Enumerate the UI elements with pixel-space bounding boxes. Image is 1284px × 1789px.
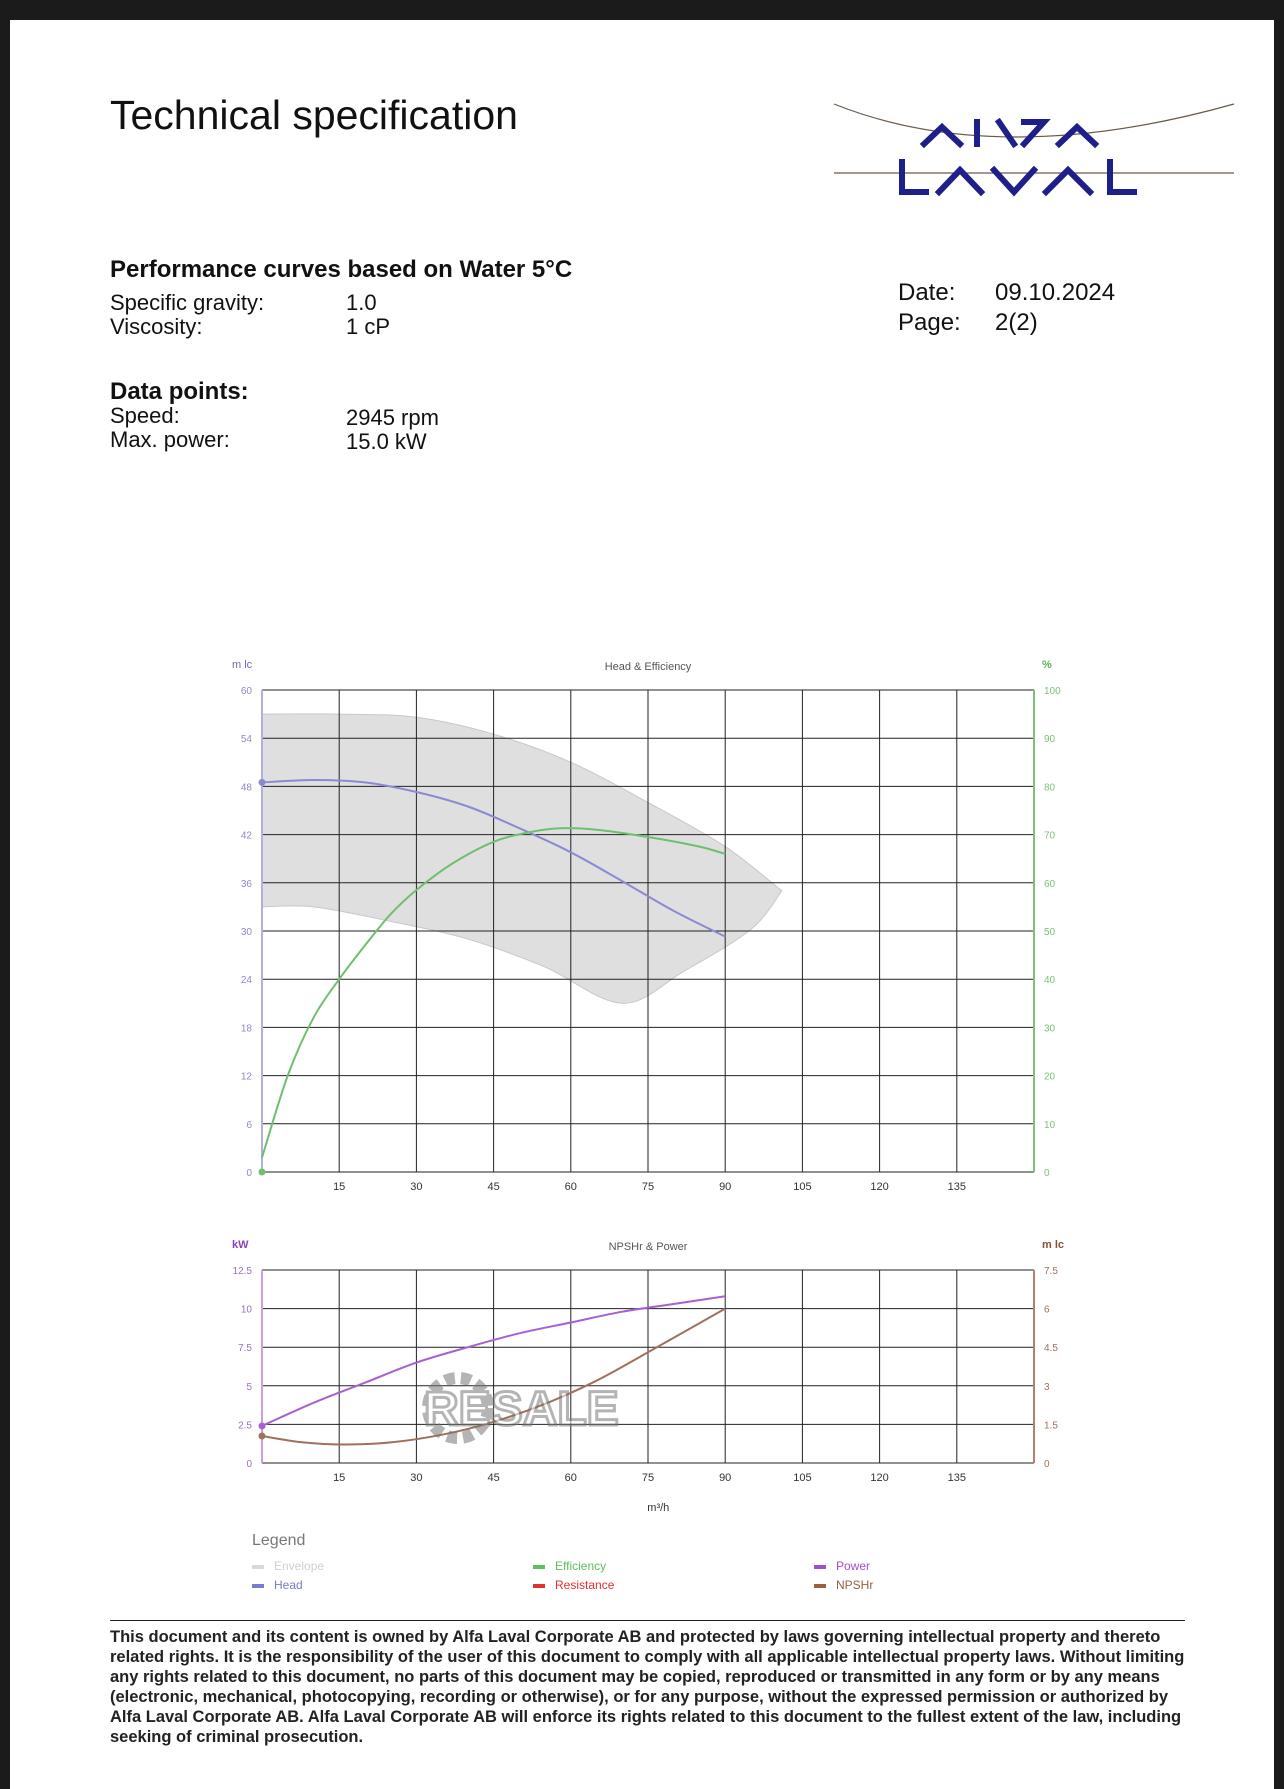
viscosity-value: 1 cP bbox=[346, 314, 391, 339]
y-right-tick-label: 80 bbox=[1044, 782, 1056, 794]
y-right-tick-label: 20 bbox=[1044, 1071, 1056, 1083]
date-label: Date: bbox=[898, 279, 956, 306]
page-label: Page: bbox=[898, 309, 961, 336]
legend-item-head bbox=[252, 1578, 303, 1592]
y-right-tick-label: 0 bbox=[1044, 1168, 1050, 1179]
viscosity-label: Viscosity: bbox=[110, 314, 203, 339]
x-tick-label: 135 bbox=[947, 1181, 966, 1193]
y-left-tick-label: 6 bbox=[246, 1119, 252, 1131]
legend-item-power bbox=[814, 1559, 870, 1573]
legend-swatch-resistance bbox=[533, 1584, 545, 1588]
y-left-tick-label: 2.5 bbox=[238, 1420, 252, 1432]
power-start-point bbox=[259, 1422, 266, 1429]
legend-swatch-head bbox=[252, 1584, 264, 1588]
legend-item-envelope bbox=[252, 1559, 324, 1573]
y-left-tick-label: 18 bbox=[240, 1023, 252, 1035]
y-right-tick-label: 100 bbox=[1044, 686, 1061, 697]
y-right-tick-label: 4.5 bbox=[1044, 1343, 1058, 1355]
x-tick-label: 105 bbox=[793, 1472, 812, 1484]
y-right-tick-label: 90 bbox=[1044, 734, 1056, 746]
date-value: 09.10.2024 bbox=[995, 279, 1116, 306]
data-points-heading: Data points: bbox=[110, 378, 249, 405]
x-tick-label: 90 bbox=[719, 1181, 732, 1193]
legend-label-npshr: NPSHr bbox=[836, 1578, 874, 1592]
y-right-unit: m lc bbox=[1042, 1239, 1065, 1251]
head-efficiency-chart bbox=[10, 640, 1274, 1193]
speed-label: Speed: bbox=[110, 403, 180, 428]
head-start-point bbox=[259, 779, 266, 786]
envelope-area bbox=[262, 714, 782, 1003]
legend-item-resistance bbox=[533, 1578, 614, 1592]
alfa-laval-logo bbox=[834, 92, 1234, 242]
legend-label-power: Power bbox=[836, 1559, 871, 1573]
y-left-tick-label: 5 bbox=[246, 1381, 252, 1393]
max-power-label: Max. power: bbox=[110, 427, 230, 452]
legal-disclaimer: This document and its content is owned by Alfa Laval Corporate AB and protected by laws governing intellectual property and thereto related rights. It is the responsibility of the user of this document to comply with all applicable intellectual property laws. Without limiting any rights related to this document, no parts of this document may be copied, reproduced or transmitted in any form or by any means (electronic, mechanical, photocopying, recording or otherwise), or for any purpose, without the expressed permission or authorized by Alfa Laval Corporate AB. Alfa Laval Corporate AB will enforce its rights related to this document to the fullest extent of the law, including seeking of criminal prosecution. bbox=[110, 1620, 1185, 1747]
specific-gravity-label: Specific gravity: bbox=[110, 290, 265, 315]
x-tick-label: 135 bbox=[947, 1472, 966, 1484]
y-right-tick-label: 50 bbox=[1044, 927, 1056, 938]
x-tick-label: 15 bbox=[333, 1472, 346, 1484]
y-left-tick-label: 24 bbox=[240, 975, 252, 987]
page-title: Technical specification bbox=[110, 92, 518, 138]
x-tick-label: 75 bbox=[641, 1472, 655, 1484]
x-tick-label: 45 bbox=[487, 1181, 500, 1193]
max-power-value: 15.0 kW bbox=[346, 429, 427, 454]
legend-title: Legend bbox=[252, 1532, 306, 1549]
npshr-power-chart bbox=[10, 1220, 1274, 1620]
y-right-tick-label: 10 bbox=[1044, 1119, 1056, 1131]
y-right-tick-label: 60 bbox=[1044, 878, 1056, 890]
x-axis-label: m³/h bbox=[647, 1502, 670, 1514]
npshr-start-point bbox=[259, 1432, 266, 1439]
speed-value: 2945 rpm bbox=[346, 405, 439, 430]
y-right-unit: % bbox=[1042, 659, 1052, 671]
x-tick-label: 60 bbox=[564, 1181, 577, 1193]
chart-title: NPSHr & Power bbox=[608, 1241, 688, 1253]
y-left-tick-label: 0 bbox=[246, 1459, 252, 1470]
legend-swatch-envelope bbox=[252, 1565, 264, 1569]
y-left-unit: m lc bbox=[232, 659, 253, 671]
specific-gravity-value: 1.0 bbox=[346, 290, 377, 315]
legend-label-envelope: Envelope bbox=[274, 1559, 325, 1573]
y-right-tick-label: 40 bbox=[1044, 975, 1056, 987]
x-tick-label: 105 bbox=[793, 1181, 812, 1193]
legend-label-resistance: Resistance bbox=[555, 1578, 615, 1592]
y-left-tick-label: 48 bbox=[240, 782, 252, 794]
legend-item-npshr bbox=[814, 1578, 873, 1592]
y-left-tick-label: 7.5 bbox=[238, 1343, 252, 1355]
x-tick-label: 120 bbox=[870, 1472, 889, 1484]
legend-swatch-efficiency bbox=[533, 1565, 545, 1569]
y-left-tick-label: 54 bbox=[240, 734, 252, 746]
x-tick-label: 120 bbox=[870, 1181, 889, 1193]
y-left-tick-label: 12 bbox=[240, 1071, 252, 1083]
y-right-tick-label: 30 bbox=[1044, 1023, 1056, 1035]
x-tick-label: 60 bbox=[564, 1472, 577, 1484]
legend-swatch-power bbox=[814, 1565, 826, 1569]
x-tick-label: 75 bbox=[641, 1181, 655, 1193]
legend-label-efficiency: Efficiency bbox=[555, 1559, 607, 1573]
y-right-tick-label: 70 bbox=[1044, 830, 1056, 842]
performance-heading: Performance curves based on Water 5°C bbox=[110, 256, 573, 283]
y-left-tick-label: 60 bbox=[240, 686, 252, 697]
y-right-tick-label: 1.5 bbox=[1044, 1420, 1058, 1432]
y-left-tick-label: 30 bbox=[240, 927, 252, 938]
y-right-tick-label: 7.5 bbox=[1044, 1266, 1058, 1277]
y-right-tick-label: 6 bbox=[1044, 1304, 1050, 1316]
chart-title: Head & Efficiency bbox=[604, 661, 692, 673]
legend-label-head: Head bbox=[274, 1578, 303, 1592]
page-value: 2(2) bbox=[995, 309, 1038, 336]
watermark-text: RESALE bbox=[424, 1383, 619, 1436]
x-tick-label: 45 bbox=[487, 1472, 500, 1484]
y-right-tick-label: 3 bbox=[1044, 1381, 1050, 1393]
y-left-tick-label: 10 bbox=[240, 1304, 252, 1316]
x-tick-label: 30 bbox=[410, 1181, 423, 1193]
efficiency-start-point bbox=[259, 1169, 266, 1176]
x-tick-label: 90 bbox=[719, 1472, 732, 1484]
y-left-tick-label: 0 bbox=[246, 1168, 252, 1179]
y-left-unit: kW bbox=[232, 1239, 249, 1251]
x-tick-label: 30 bbox=[410, 1472, 423, 1484]
legend-swatch-npshr bbox=[814, 1584, 826, 1588]
y-right-tick-label: 0 bbox=[1044, 1459, 1050, 1470]
x-tick-label: 15 bbox=[333, 1181, 346, 1193]
y-left-tick-label: 12.5 bbox=[232, 1266, 252, 1277]
resale-watermark bbox=[424, 1378, 619, 1438]
legend-item-efficiency bbox=[533, 1559, 606, 1573]
y-left-tick-label: 36 bbox=[240, 878, 252, 890]
document-page bbox=[10, 20, 1274, 1789]
y-left-tick-label: 42 bbox=[240, 830, 252, 842]
